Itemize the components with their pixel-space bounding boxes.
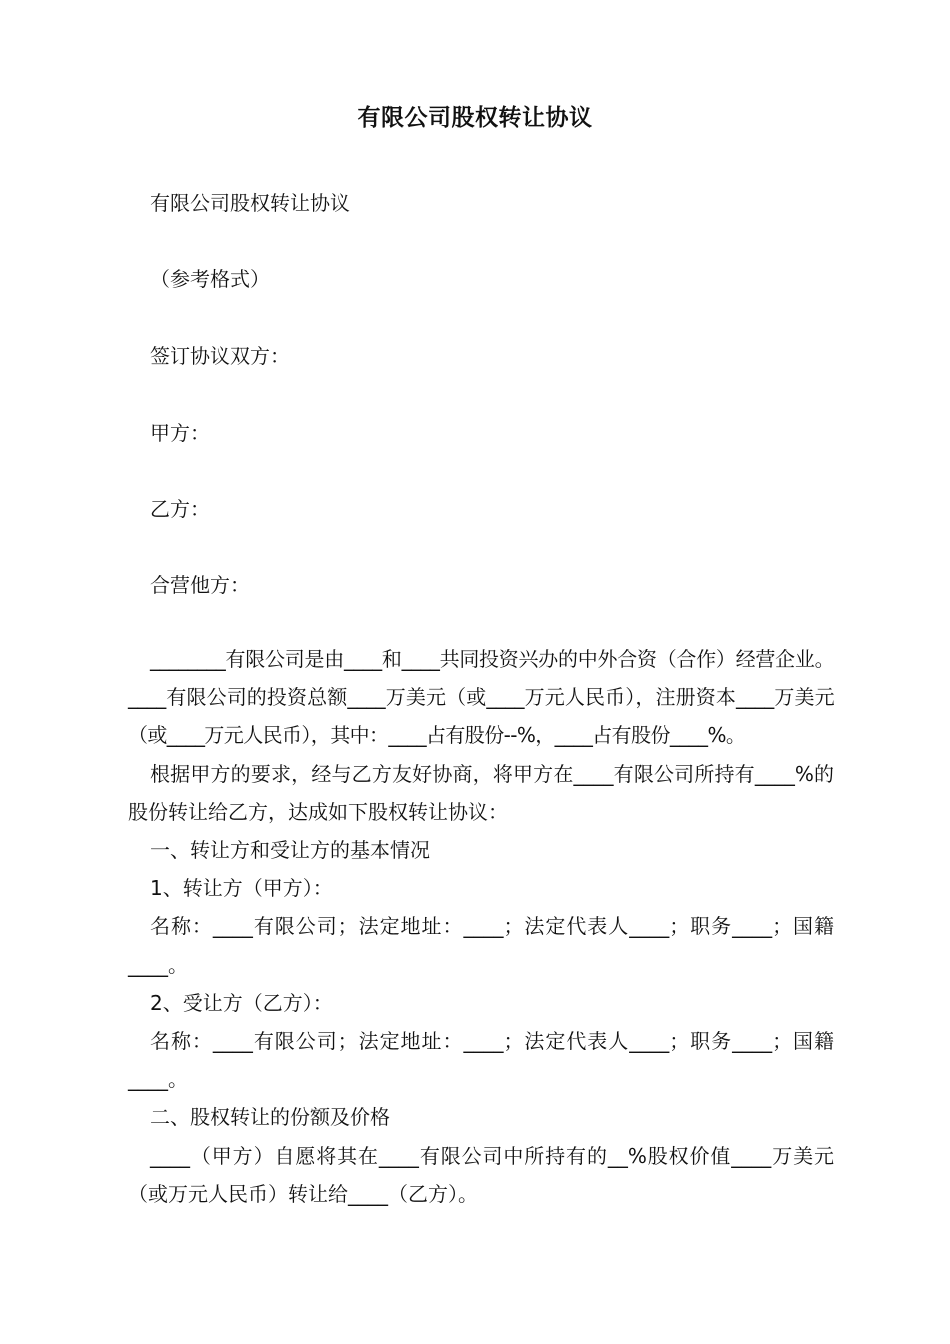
subheading-transferee: 2、受让方（乙方）：: [150, 990, 333, 1015]
header-line-other-party: 合营他方：: [150, 573, 250, 597]
document-body: [128, 640, 834, 1213]
header-line-signing-parties: 签订协议双方：: [150, 344, 290, 368]
header-line-party-a: 甲方：: [150, 421, 210, 445]
paragraph-share-price: ____（甲方）自愿将其在____有限公司中所持有的__%股权价值____万美元（或万元人民币）转让给____（乙方）。: [128, 1143, 834, 1206]
paragraph-company-background: ________有限公司是由____和____共同投资兴办的中外合资（合作）经营企业。____有限公司的投资总额____万美元（或____万元人民币），注册资本____万美元（或____万元人民币），其中：____占有股份--%，____占有股份____%。: [128, 647, 834, 748]
header-line-party-b: 乙方：: [150, 497, 210, 521]
section-heading-basic-info: 一、转让方和受让方的基本情况: [150, 838, 430, 863]
paragraph-transfer-purpose: 根据甲方的要求，经与乙方友好协商，将甲方在____有限公司所持有____%的股份转让给乙方，达成如下股权转让协议：: [128, 761, 834, 824]
section-heading-share-price: 二、股权转让的份额及价格: [150, 1105, 390, 1130]
document-title: 有限公司股权转让协议: [357, 105, 593, 131]
paragraph-transferee-details: 名称：____有限公司；法定地址：____；法定代表人____；职务____；国籍____。: [128, 1029, 834, 1092]
header-line-reference-format: （参考格式）: [150, 267, 270, 291]
paragraph-transferor-details: 名称：____有限公司；法定地址：____；法定代表人____；职务____；国籍____。: [128, 914, 834, 977]
header-line-agreement-name: 有限公司股权转让协议: [150, 191, 350, 215]
subheading-transferor: 1、转让方（甲方）：: [150, 876, 333, 901]
